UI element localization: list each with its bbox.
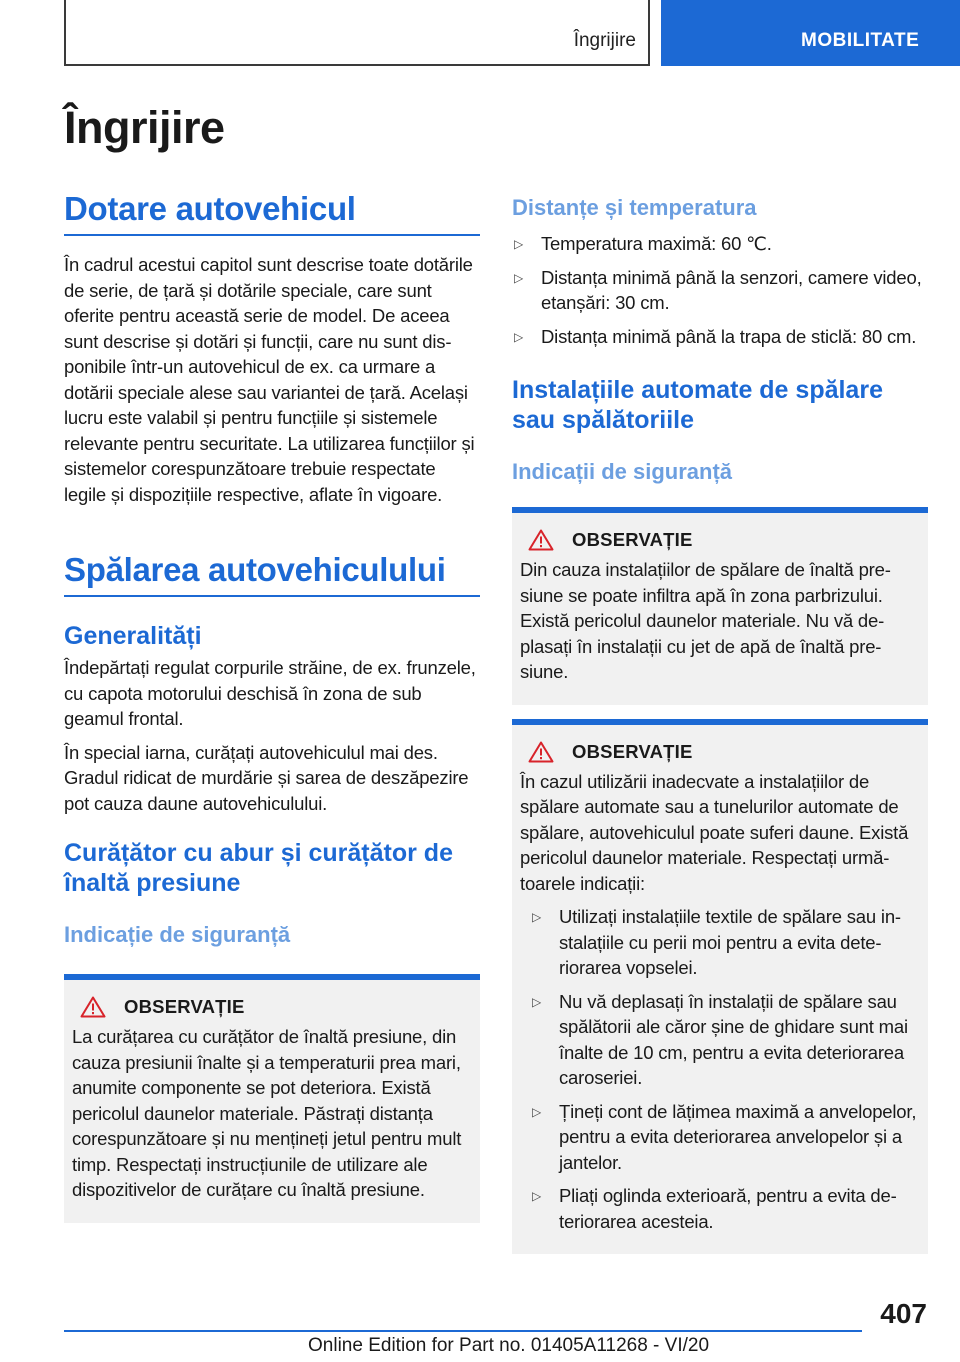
footer-edition: Online Edition for Part no. 01405A11268 - VI/20 [308, 1335, 710, 1356]
right-column [512, 190, 928, 1254]
list-item: ▷ Temperatura maximă: 60 ℃. [512, 231, 928, 257]
warning-label: OBSERVAȚIE [572, 740, 693, 762]
warning-text: În cazul utilizării inadecvate a instalațiilor de spălare automate sau a tunelurilor automate de spălare, autovehiculul poate suferi daune. Există pericolul daunelor materiale. Respectați următoarele indicații: [520, 770, 909, 894]
bullet-triangle-icon: ▷ [514, 237, 524, 251]
warning-triangle-icon [528, 529, 554, 551]
header-section-title: Îngrijire [573, 30, 636, 51]
heading-distante-temperatura: Distanțe și temperatura [512, 195, 757, 220]
distante-list [512, 231, 928, 349]
heading-dotare-autovehicul: Dotare autovehicul [64, 190, 480, 236]
paragraph-generalitati-2: În special iarna, curățați autovehiculul mai des. Gradul ridicat de murdărie și sarea de deszăpezire pot cauza daune autovehiculului. [64, 741, 469, 814]
warning-header [520, 741, 920, 763]
warning-header [520, 529, 920, 551]
heading-instalatii-automate: Instalațiile automate de spălare sau spălătoriile [512, 376, 883, 434]
warning-label: OBSERVAȚIE [124, 996, 245, 1017]
warning-header [72, 996, 472, 1018]
bullet-triangle-icon: ▷ [532, 910, 542, 924]
warning-list [520, 904, 920, 1234]
list-item: ▷ Țineți cont de lățimea maximă a anvelopelor, pentru a evita deteriorarea anvelopelor și a jantelor. [532, 1100, 917, 1173]
heading-curatator-abur: Curățător cu abur și curățător de înaltă presiune [64, 839, 453, 897]
bullet-triangle-icon: ▷ [532, 1104, 542, 1119]
page-number: 407 [880, 1298, 927, 1329]
warning-triangle-icon [528, 741, 554, 763]
list-item: ▷ Nu vă deplasați în instalații de spălare sau spălătorii ale căror șine de ghidare sunt mai înalte de 10 cm, pentru a evita deteriorarea caroseriei. [532, 990, 908, 1088]
bullet-triangle-icon: ▷ [514, 270, 524, 285]
warning-box-inalta-presiune [64, 974, 480, 1223]
list-item: ▷ Pliați oglinda exterioară, pentru a evita deteriorarea acesteia. [532, 1185, 897, 1232]
paragraph-dotare: În cadrul acestui capitol sunt descrise toate dotările de serie, de țară și dotările speciale, care sunt oferite pentru această serie de model. De aceea sunt descrise și dotări și funcții, care nu sunt disponibile într-un autovehicul de ex. ca urmare a dotării speciale alese sau variantei de țară. Același lucru este valabil și pentru funcțiile și sistemele relevante pentru securitate. La utilizarea funcțiilor și sistemelor corespunzătoare trebuie respectate legile și dispozițiile respective, aflate în vigoare. [64, 254, 475, 505]
warning-box-parbriz [512, 507, 928, 705]
left-column [64, 190, 480, 1223]
heading-spalarea-autovehiculului: Spălarea autovehiculului [64, 551, 480, 597]
list-item: ▷ Distanța minimă până la trapa de sticlă: 80 cm. [512, 324, 928, 350]
bullet-triangle-icon: ▷ [514, 329, 524, 344]
header-chapter-tab[interactable]: MOBILITATE [661, 0, 960, 66]
list-item: ▷ Distanța minimă până la senzori, camere video, etanșări: 30 cm. [514, 266, 922, 313]
warning-box-spalare-automata [512, 719, 928, 1255]
heading-generalitati: Generalități [64, 622, 202, 650]
heading-indicatii-siguranta: Indicații de siguranță [512, 459, 733, 484]
bullet-triangle-icon: ▷ [532, 994, 542, 1009]
warning-triangle-icon [80, 996, 106, 1018]
list-item: ▷ Utilizați instalațiile textile de spălare sau instalațiile cu perii moi pentru a evita deteriorarea vopselei. [532, 906, 902, 978]
heading-indicatie-siguranta: Indicație de siguranță [64, 922, 291, 947]
bullet-triangle-icon: ▷ [532, 1189, 542, 1203]
warning-text: Din cauza instalațiilor de spălare de înaltă presiune se poate infiltra apă în zona parbrizului. Există pericolul daunelor materiale. Nu vă deplasați în instalații cu jet de apă de înaltă presiune. [520, 559, 891, 682]
warning-label: OBSERVAȚIE [572, 529, 693, 550]
paragraph-generalitati-1: Îndepărtați regulat corpurile străine, de ex. frunzele, cu capota motorului deschisă în zona de sub geamul frontal. [64, 657, 476, 729]
footer-divider [64, 1330, 862, 1332]
header-section-box [64, 0, 650, 66]
warning-text: La curățarea cu curățător de înaltă presiune, din cauza presiunii înalte și a temperaturii prea mari, anumite componente se pot deteriora. Există pericolul daunelor materiale. Păstrați distanța corespunzătoare și nu mențineți jetul pentru mult timp. Respectați instrucțiunile de utilizare ale dispozitivelor de curățare cu înaltă presiune. [72, 1026, 462, 1200]
page-title: Îngrijire [64, 102, 225, 153]
